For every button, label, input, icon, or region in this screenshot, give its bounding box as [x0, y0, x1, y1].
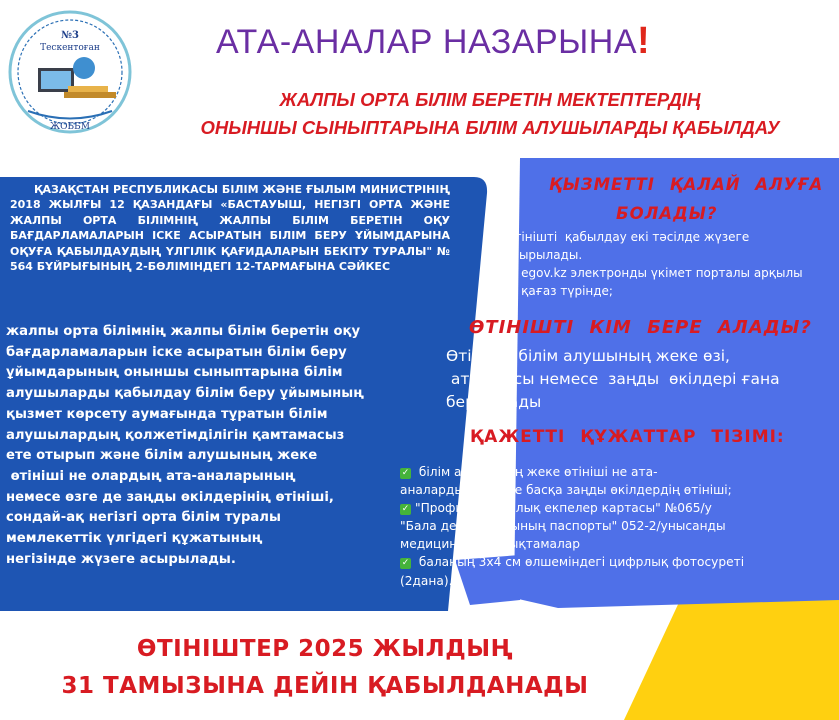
page-title [216, 20, 736, 63]
exclamation-mark: ! [637, 20, 651, 62]
deadline-line-1: ӨТІНІШТЕР 2025 ЖЫЛДЫҢ [136, 636, 514, 662]
how-heading-line-2: БОЛАДЫ? [616, 204, 718, 223]
who-can-apply-text: Өтінішті білім алушының жеке өзі, ата-анасы немесе заңды өкілдері ғана бере алады [446, 347, 780, 411]
documents-list [400, 463, 744, 590]
document-item-2: "Профилактикалық екпелер картасы" №065/у "Бала денсаулығының паспорты" 052-2/унысанды медициналық анықтамалар [400, 501, 726, 552]
deadline-line-2: 31 ТАМЫЗЫНА ДЕЙІН ҚАБЫЛДАНАДЫ [61, 673, 589, 699]
checkmark-icon: ✓ [401, 504, 410, 515]
documents-heading: ҚАЖЕТТІ ҚҰЖАТТАР ТІЗІМІ: [470, 427, 785, 447]
order-reference-text: ҚАЗАҚСТАН РЕСПУБЛИКАСЫ БІЛІМ ЖӘНЕ ҒЫЛЫМ МИНИСТРІНІҢ 2018 ЖЫЛҒЫ 12 ҚАЗАНДАҒЫ «БАСТАУЫШ, НЕГІЗГІ ОРТА ЖӘНЕ ЖАЛПЫ ОРТА БІЛІМНІҢ ЖАЛПЫ БІЛІМ БЕРЕТІН ОҚУ БАҒДАРЛАМАЛАРЫН ІСКЕ АСЫРАТЫН БІЛІМ БЕРУ ҰЙЫМДАРЫНА ОҚУҒА ҚАБЫЛДАУДЫҢ ҮЛГІЛІК ҚАҒИДАЛАРЫН БЕКІТУ ТУРАЛЫ" № 564 БҰЙРЫҒЫНЫҢ 2-БӨЛІМІНДЕГІ 12-ТАРМАҒЫНА СӘЙКЕС [10, 183, 450, 274]
document-item-3: баланың 3х4 см өлшеміндегі цифрлық фотосуреті (2дана). [400, 555, 745, 588]
admission-description-text: жалпы орта білімнің жалпы білім беретін оқу бағдарламаларын іске асыратын білім беру ұйымдарының оныншы сыныптарына білім алушыларды қабылдау білім беру ұйымының қызмет көрсету аумағында тұратын білім алушылардың қолжетімділігін қамтамасыз ете отырып және білім алушының жеке өтініші не олардың ата-аналарының немесе өзге де заңды өкілдерінің өтініші, сондай-ақ негізгі орта білім туралы мемлекеттік үлгідегі құжатының негізінде жүзеге асырылады. [6, 324, 364, 567]
checkmark-icon: ✓ [401, 558, 410, 569]
checkmark-icon: ✓ [401, 468, 410, 478]
logo-number: №3 [61, 30, 79, 41]
subtitle-line-2: ОНЫНШЫ СЫНЫПТАРЫНА БІЛІМ АЛУШЫЛАРДЫ ҚАБЫЛДАУ [200, 117, 780, 138]
logo-abbreviation: ЖОББМ [50, 122, 90, 132]
who-heading: ӨТІНІШТІ КІМ БЕРЕ АЛАДЫ? [469, 317, 812, 338]
subtitle-line-1: ЖАЛПЫ ОРТА БІЛІМ БЕРЕТІН МЕКТЕПТЕРДІҢ [279, 89, 701, 110]
document-item-1: білім алушының жеке өтініші не ата- аналардың немесе басқа заңды өкілдердің өтініші; [400, 465, 732, 498]
page-title-text: АТА-АНАЛАР НАЗАРЫНА [216, 23, 638, 61]
logo-school-name: Тескентоған [40, 43, 100, 53]
how-heading-line-1: ҚЫЗМЕТТІ ҚАЛАЙ АЛУҒА [549, 175, 824, 194]
how-to-apply-text: Өтінішті қабылдау екі тәсілде жүзеге асырылады. 1) egov.kz электронды үкімет порталы арқылы 2) қағаз түрінде; [505, 230, 803, 298]
